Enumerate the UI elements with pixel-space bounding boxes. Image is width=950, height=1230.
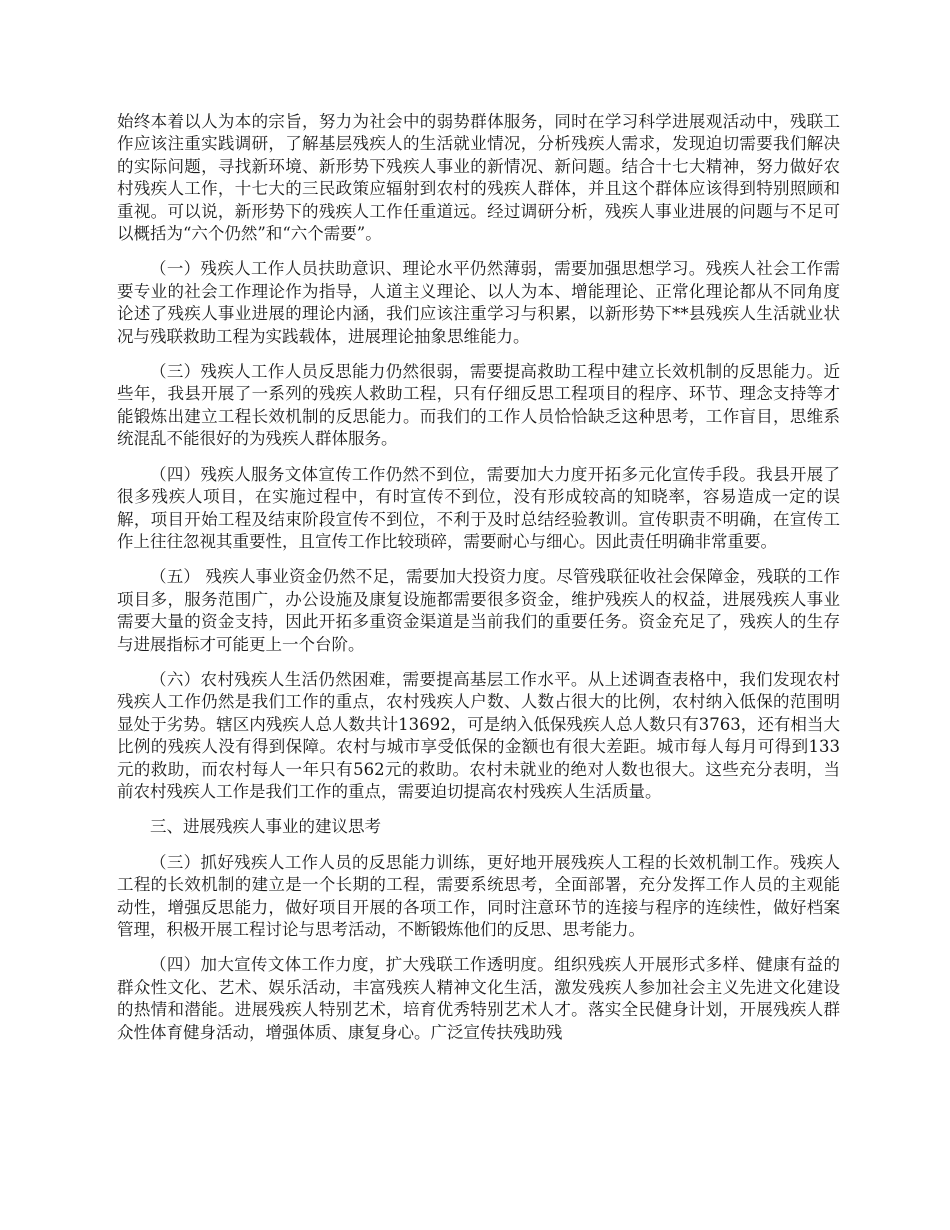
paragraph-intro: 始终本着以人为本的宗旨，努力为社会中的弱势群体服务，同时在学习科学进展观活动中，残联工作应该注重实践调研，了解基层残疾人的生活就业情况，分析残疾人需求，发现迫切需要我们解决的实际问题，寻找新环境、新形势下残疾人事业的新情况、新问题。结合十七大精神，努力做好农村残疾人工作，十七大的三民政策应辐射到农村的残疾人群体，并且这个群体应该得到特别照顾和重视。可以说，新形势下的残疾人工作任重道远。经过调研分析，残疾人事业进展的问题与不足可以概括为“六个仍然”和“六个需要”。 — [117, 112, 840, 244]
document-body — [117, 111, 840, 1057]
paragraph-item-3: （三）残疾人工作人员反思能力仍然很弱，需要提高救助工程中建立长效机制的反思能力。近些年，我县开展了一系列的残疾人救助工程，只有仔细反思工程项目的程序、环节、理念支持等才能锻炼出建立工程长效机制的反思能力。而我们的工作人员恰恰缺乏这种思考，工作盲目，思维系统混乱不能很好的为残疾人群体服务。 — [117, 362, 840, 449]
paragraph-suggestion-4: （四）加大宣传文体工作力度，扩大残联工作透明度。组织残疾人开展形式多样、健康有益的群众性文化、艺术、娱乐活动，丰富残疾人精神文化生活，激发残疾人参加社会主义先进文化建设的热情和潜能。进展残疾人特别艺术，培育优秀特别艺术人才。落实全民健身计划，开展残疾人群众性体育健身活动，增强体质、康复身心。广泛宣传扶残助残 — [117, 955, 840, 1042]
paragraph-suggestion-3: （三）抓好残疾人工作人员的反思能力训练，更好地开展残疾人工程的长效机制工作。残疾人工程的长效机制的建立是一个长期的工程，需要系统思考，全面部署，充分发挥工作人员的主观能动性，增强反思能力，做好项目开展的各项工作，同时注意环节的连接与程序的连续性，做好档案管理，积极开展工程讨论与思考活动，不断锻炼他们的反思、思考能力。 — [117, 852, 840, 939]
section-heading-3: 三、进展残疾人事业的建议思考 — [150, 817, 381, 837]
paragraph-item-1: （一）残疾人工作人员扶助意识、理论水平仍然薄弱，需要加强思想学习。残疾人社会工作需要专业的社会工作理论作为指导，人道主义理论、以人为本、增能理论、正常化理论都从不同角度论述了残疾人事业进展的理论内涵，我们应该注重学习与积累，以新形势下**县残疾人生活就业状况与残联救助工程为实践载体，进展理论抽象思维能力。 — [117, 259, 840, 346]
paragraph-item-5: （五） 残疾人事业资金仍然不足，需要加大投资力度。尽管残联征收社会保障金，残联的工作项目多，服务范围广，办公设施及康复设施都需要很多资金，维护残疾人的权益，进展残疾人事业需要大量的资金支持，因此开拓多重资金渠道是当前我们的重要任务。资金充足了，残疾人的生存与进展指标才可能更上一个台阶。 — [117, 567, 840, 654]
paragraph-item-6: （六）农村残疾人生活仍然困难，需要提高基层工作水平。从上述调查表格中，我们发现农村残疾人工作仍然是我们工作的重点，农村残疾人户数、人数占很大的比例，农村纳入低保的范围明显处于劣势。辖区内残疾人总人数共计13692，可是纳入低保残疾人总人数只有3763，还有相当大比例的残疾人没有得到保障。农村与城市享受低保的金额也有很大差距。城市每人每月可得到133元的救助，而农村每人一年只有562元的救助。农村未就业的绝对人数也很大。这些充分表明，当前农村残疾人工作是我们工作的重点，需要迫切提高农村残疾人生活质量。 — [117, 669, 840, 801]
paragraph-item-4: （四）残疾人服务文体宣传工作仍然不到位，需要加大力度开拓多元化宣传手段。我县开展了很多残疾人项目，在实施过程中，有时宣传不到位，没有形成较高的知晓率，容易造成一定的误解，项目开始工程及结束阶段宣传不到位，不利于及时总结经验教训。宣传职责不明确，在宣传工作上往往忽视其重要性，且宣传工作比较琐碎，需要耐心与细心。因此责任明确非常重要。 — [117, 464, 840, 551]
